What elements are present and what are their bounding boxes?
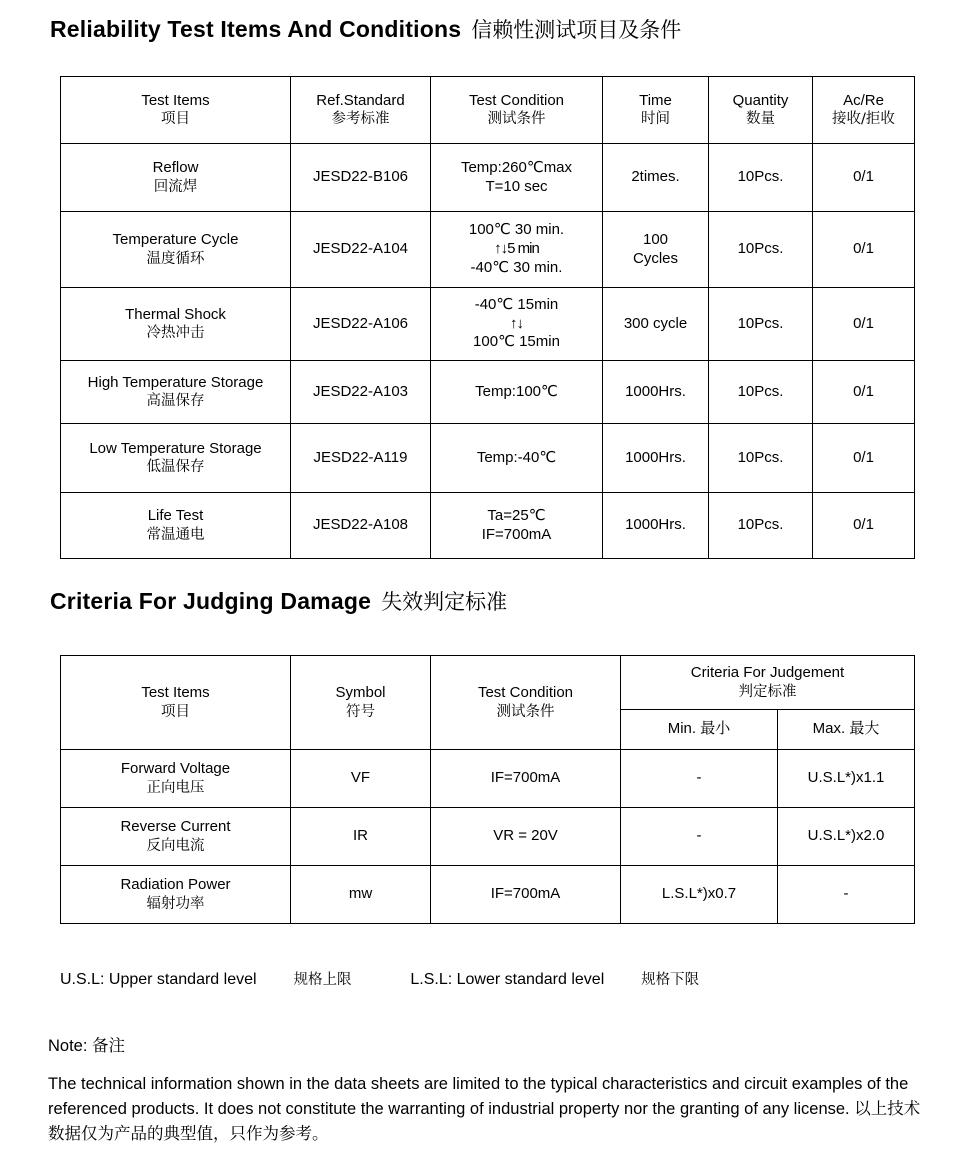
footnote-lsl-cn: 规格下限 [641, 972, 700, 988]
column-header-min: Min. 最小 [621, 710, 778, 750]
section-title-en: Criteria For Judging Damage [50, 588, 372, 614]
time-line-1: 1000Hrs. [625, 516, 686, 534]
header-en: Quantity [732, 91, 789, 109]
item-en: Life Test [147, 507, 204, 525]
cell-test-condition [431, 424, 603, 493]
time-line-1: 300 cycle [623, 314, 688, 332]
cell-test-item [61, 212, 291, 288]
column-header-criteria-judgement [621, 656, 915, 710]
item-cn: 低温保存 [146, 459, 205, 476]
cell-max: U.S.L*)x2.0 [778, 808, 915, 866]
item-cn: 常温通电 [146, 526, 205, 543]
header-en: Time [639, 91, 672, 109]
cell-test-item [61, 144, 291, 212]
cell-min: L.S.L*)x0.7 [621, 866, 778, 924]
column-header-test-condition [431, 77, 603, 144]
column-header-max: Max. 最大 [778, 710, 915, 750]
table-row [61, 493, 915, 559]
condition-line-3: 100℃ 15min [473, 333, 560, 351]
item-en: Low Temperature Storage [89, 439, 262, 457]
cell-test-condition: IF=700mA [431, 750, 621, 808]
table-row [61, 212, 915, 288]
cell-test-item [61, 288, 291, 361]
cell-test-item [61, 424, 291, 493]
cell-acre: 0/1 [813, 493, 915, 559]
reliability-test-table [60, 76, 915, 559]
item-cn: 正向电压 [146, 779, 205, 796]
condition-line-2: ↑↓ [510, 314, 523, 332]
header-cn: 接收/拒收 [832, 111, 895, 128]
table-row [61, 750, 915, 808]
item-en: Reverse Current [120, 818, 231, 836]
item-cn: 温度循环 [146, 250, 205, 267]
cell-test-item [61, 361, 291, 424]
section-title-cn: 信赖性测试项目及条件 [471, 18, 682, 42]
cell-test-condition [431, 144, 603, 212]
cell-acre: 0/1 [813, 144, 915, 212]
cell-quantity: 10Pcs. [709, 493, 813, 559]
item-cn: 高温保存 [146, 393, 205, 410]
column-header-test-condition [431, 656, 621, 750]
cell-time [603, 493, 709, 559]
item-cn: 回流焊 [153, 178, 198, 195]
cell-ref-standard: JESD22-A106 [291, 288, 431, 361]
table-header-row [61, 656, 915, 710]
cell-test-item [61, 493, 291, 559]
cell-test-condition [431, 493, 603, 559]
column-header-quantity [709, 77, 813, 144]
time-line-1: 1000Hrs. [625, 448, 686, 466]
cell-acre: 0/1 [813, 212, 915, 288]
cell-time [603, 144, 709, 212]
cell-ref-standard: JESD22-A104 [291, 212, 431, 288]
header-en: Symbol [335, 684, 386, 702]
cell-ref-standard: JESD22-A119 [291, 424, 431, 493]
footnote-usl-cn: 规格上限 [293, 972, 352, 988]
condition-line-1: Temp:100℃ [475, 382, 558, 400]
cell-ref-standard: JESD22-B106 [291, 144, 431, 212]
cell-quantity: 10Pcs. [709, 424, 813, 493]
cell-symbol: IR [291, 808, 431, 866]
time-line-1: 100 [642, 230, 669, 248]
criteria-judging-damage-table [60, 655, 915, 924]
header-cn: 符号 [346, 703, 375, 720]
cell-test-condition: IF=700mA [431, 866, 621, 924]
page-title-reliability [50, 18, 681, 41]
table-row [61, 866, 915, 924]
column-header-test-items [61, 656, 291, 750]
time-line-1: 2times. [631, 168, 680, 186]
header-en: Ac/Re [843, 91, 884, 109]
header-cn: 时间 [641, 111, 670, 128]
footnote-legend [60, 968, 920, 989]
cell-ref-standard: JESD22-A108 [291, 493, 431, 559]
header-cn: 测试条件 [496, 703, 555, 720]
cell-time [603, 288, 709, 361]
column-header-time [603, 77, 709, 144]
table-row [61, 144, 915, 212]
condition-line-1: 100℃ 30 min. [468, 221, 565, 239]
item-cn: 辐射功率 [146, 895, 205, 912]
cell-test-condition [431, 288, 603, 361]
header-en: Test Items [141, 684, 210, 702]
column-header-acre [813, 77, 915, 144]
cell-acre: 0/1 [813, 288, 915, 361]
condition-line-1: Temp:-40℃ [476, 448, 557, 466]
header-en: Test Condition [468, 91, 565, 109]
time-line-1: 1000Hrs. [625, 382, 686, 400]
condition-line-2: T=10 sec [485, 177, 548, 195]
cell-test-condition [431, 212, 603, 288]
note-label: Note: 备注 [48, 1037, 126, 1055]
cell-test-condition: VR = 20V [431, 808, 621, 866]
cell-max: - [778, 866, 915, 924]
condition-line-1: Temp:260℃max [460, 158, 573, 176]
cell-test-item [61, 866, 291, 924]
page-title-criteria [50, 590, 507, 613]
section-title-en: Reliability Test Items And Conditions [50, 16, 462, 42]
column-header-ref-standard [291, 77, 431, 144]
table-row [61, 288, 915, 361]
header-cn: 判定标准 [738, 683, 797, 700]
cell-time [603, 361, 709, 424]
header-cn: 数量 [746, 111, 775, 128]
condition-line-3: -40℃ 30 min. [470, 258, 563, 276]
item-en: Thermal Shock [125, 305, 226, 323]
cell-test-item [61, 808, 291, 866]
table-row [61, 808, 915, 866]
footnote-lsl-en: L.S.L: Lower standard level [410, 971, 605, 988]
footnote-usl-en: U.S.L: Upper standard level [60, 971, 257, 988]
cell-min: - [621, 808, 778, 866]
header-en: Criteria For Judgement [690, 664, 845, 682]
condition-line-2: IF=700mA [481, 525, 552, 543]
item-cn: 冷热冲击 [146, 325, 205, 342]
item-en: Radiation Power [120, 876, 231, 894]
header-en: Test Condition [477, 684, 574, 702]
note-body: The technical information shown in the data sheets are limited to the typical characteristics and circuit examples of the referenced products. It does not constitute the warranting of industrial property nor the granting of any license. 以上技术数据仅为产品的典型值，只作为参考。 [48, 1075, 921, 1143]
column-header-symbol [291, 656, 431, 750]
cell-min: - [621, 750, 778, 808]
header-en: Test Items [141, 91, 210, 109]
header-cn: 项目 [161, 111, 190, 128]
table-row [61, 424, 915, 493]
condition-line-1: Ta=25℃ [487, 506, 546, 524]
cell-max: U.S.L*)x1.1 [778, 750, 915, 808]
cell-time [603, 424, 709, 493]
item-en: Forward Voltage [120, 760, 231, 778]
cell-acre: 0/1 [813, 424, 915, 493]
cell-symbol: mw [291, 866, 431, 924]
item-en: High Temperature Storage [87, 373, 264, 391]
cell-quantity: 10Pcs. [709, 361, 813, 424]
header-cn: 项目 [161, 703, 190, 720]
section-title-cn: 失效判定标准 [381, 590, 508, 614]
cell-symbol: VF [291, 750, 431, 808]
cell-test-item [61, 750, 291, 808]
header-cn: 参考标准 [331, 111, 390, 128]
cell-time [603, 212, 709, 288]
header-cn: 测试条件 [487, 111, 546, 128]
cell-acre: 0/1 [813, 361, 915, 424]
cell-quantity: 10Pcs. [709, 212, 813, 288]
item-en: Temperature Cycle [112, 231, 239, 249]
item-cn: 反向电流 [146, 837, 205, 854]
condition-line-1: -40℃ 15min [474, 295, 559, 313]
column-header-test-items [61, 77, 291, 144]
header-en: Ref.Standard [316, 91, 405, 109]
time-line-2: Cycles [632, 249, 678, 267]
condition-line-2: ↑↓5 min [494, 240, 539, 258]
item-en: Reflow [152, 159, 199, 177]
cell-ref-standard: JESD22-A103 [291, 361, 431, 424]
cell-quantity: 10Pcs. [709, 144, 813, 212]
table-row [61, 361, 915, 424]
table-header-row [61, 77, 915, 144]
cell-quantity: 10Pcs. [709, 288, 813, 361]
cell-test-condition [431, 361, 603, 424]
